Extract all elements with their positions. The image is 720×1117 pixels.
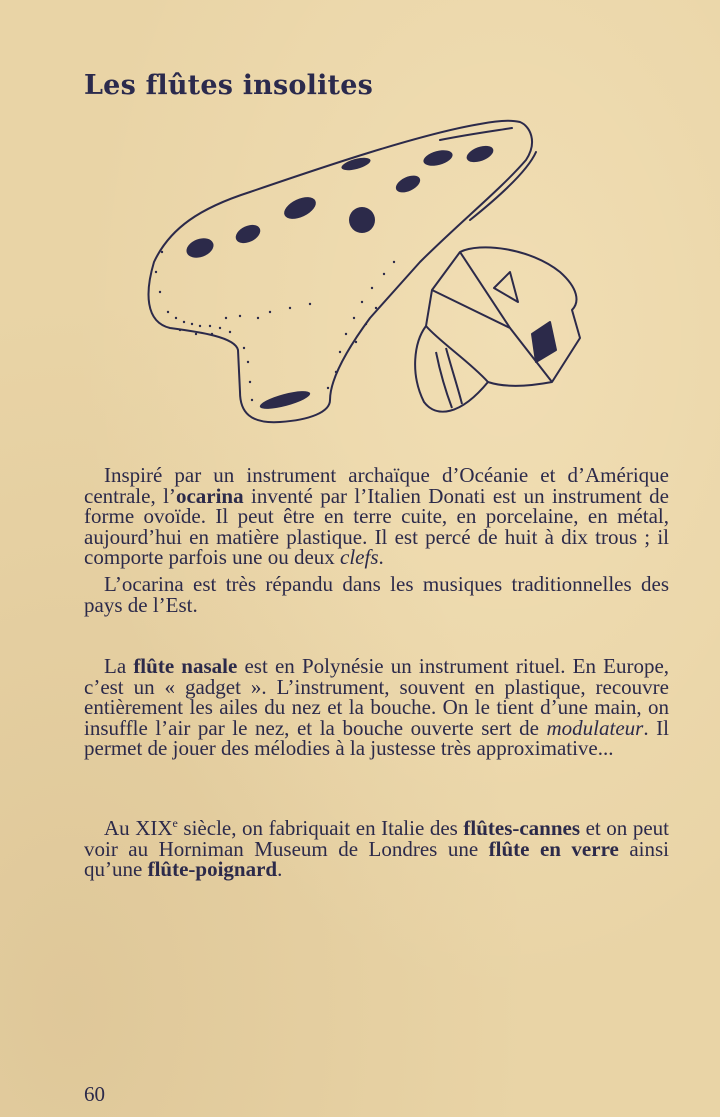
ocarina-illustration [140, 112, 600, 430]
page-title: Les flûtes insolites [84, 70, 373, 101]
term-flutes-cannes: flûtes-cannes [463, 816, 581, 840]
ocarina-mouthpiece [415, 247, 580, 411]
p1-text-1: Inspiré par un instrument archaïque d’Océanie et d’Amérique centrale, l’ [84, 463, 669, 508]
ocarina-shading [155, 251, 395, 401]
paragraph-flute-nasale [84, 656, 669, 759]
p4-text-3: et on peut voir au Horniman Museum de Londres une [84, 816, 670, 861]
p3-text-1: La [104, 654, 134, 678]
p1-text-3: . [378, 545, 384, 569]
term-flute-en-verre: flûte en verre [488, 836, 619, 861]
paragraph-ocarina [84, 465, 669, 568]
p3-text-3: . Il permet de jouer des mélodies à la justesse très approximative... [84, 715, 669, 760]
p4-text-1: Au XIX [104, 816, 173, 840]
p4-text-5: . [277, 857, 283, 881]
term-ocarina: ocarina [175, 483, 244, 508]
p3-text-2: est en Polynésie un instrument rituel. En Europe, c’est un « gadget ». L’instrument, souvent en plastique, recouvre entièrement les ailes du nez et la bouche. On le tient d’une main, on insuffle l’air par le nez, et la bouche ouverte sert de [84, 654, 670, 740]
p1-text-2: inventé par l’Italien Donati est un instrument de forme ovoïde. Il peut être en terre cuite, en porcelaine, en métal, aujourd’hui en matière plastique. Il est percé de huit à dix trous ; il comporte parfois une ou deux [84, 483, 670, 569]
paragraph-ocarina-east [84, 574, 669, 615]
term-flute-nasale: flûte nasale [133, 654, 238, 678]
ocarina-holes [184, 143, 496, 413]
p4-superscript: e [172, 816, 178, 830]
term-flute-poignard: flûte-poignard [147, 857, 278, 881]
paragraph-flutes-cannes [84, 818, 669, 880]
p4-text-2: siècle, on fabriquait en Italie des [177, 816, 464, 840]
p2-text-1: L’ocarina est très répandu dans les musiques traditionnelles des pays de l’Est. [84, 572, 669, 617]
ocarina-body-outline [149, 121, 533, 423]
term-clefs: clefs [340, 545, 379, 569]
page-number: 60 [84, 1082, 105, 1106]
term-modulateur: modulateur [546, 715, 644, 740]
p4-text-4: ainsi qu’une [84, 836, 669, 881]
